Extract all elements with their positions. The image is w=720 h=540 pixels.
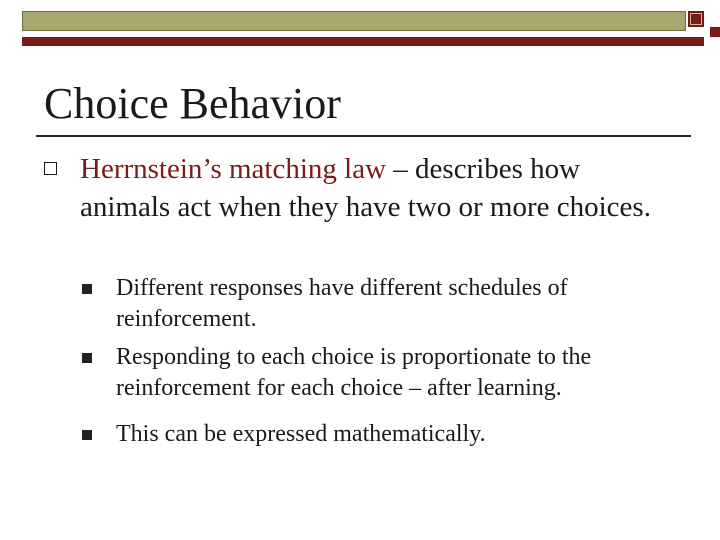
main-bullet-text [80, 150, 660, 226]
title-divider [36, 135, 691, 137]
filled-square-bullet-icon [82, 353, 92, 363]
decorative-square-inner [690, 13, 702, 25]
hollow-square-bullet-icon [44, 162, 57, 175]
sub-bullet-3: This can be expressed mathematically. [116, 421, 486, 447]
main-bullet-description: – describes how animals act when they have two or more choices. [80, 153, 651, 223]
sub-bullet-2: Responding to each choice is proportionate to the reinforcement for each choice – after learning. [116, 344, 592, 401]
matching-law-term: Herrnstein’s matching law [80, 153, 387, 185]
decorative-square-small [710, 27, 720, 37]
header-decoration-bar [22, 11, 704, 41]
maroon-bar [22, 37, 704, 46]
slide-title: Choice Behavior [44, 79, 341, 128]
sub-bullet-1: Different responses have different schedules of reinforcement. [116, 275, 568, 332]
filled-square-bullet-icon [82, 284, 92, 294]
filled-square-bullet-icon [82, 430, 92, 440]
olive-bar [22, 11, 686, 31]
